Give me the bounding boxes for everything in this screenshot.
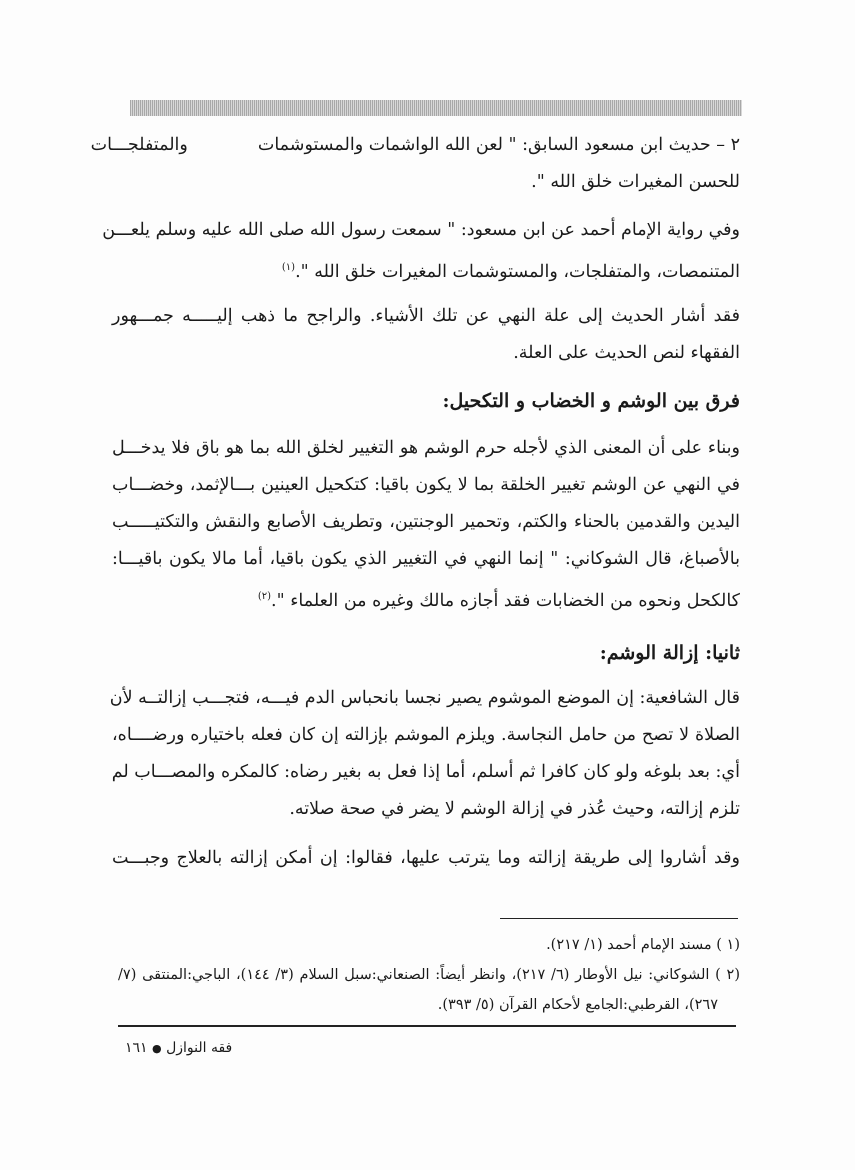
section-heading-2: ثانيا: إزالة الوشم:	[599, 642, 740, 664]
footer-rule	[118, 1025, 736, 1027]
footnote-2-line-1: (٢ ) الشوكاني: نيل الأوطار (٦/ ٢١٧)، وانظر أيضاً: الصنعاني:سبل السلام (٣/ ١٤٤)، الباجي:المنتقى (٧/	[118, 967, 740, 983]
section-heading-1: فرق بين الوشم و الخضاب و التكحيل:	[442, 390, 740, 412]
paragraph-4-line-5: كالكحل ونحوه من الخضابات فقد أجازه مالك وغيره من العلماء ".	[271, 590, 740, 611]
paragraph-4-line-3: اليدين والقدمين بالحناء والكتم، وتحمير الوجنتين، وتطريف الأصابع والنقش والتكتيـــــب	[112, 512, 740, 532]
book-title: فقه النوازل	[166, 1040, 233, 1056]
paragraph-3-line-2: الفقهاء لنص الحديث على العلة.	[513, 343, 740, 363]
paragraph-1-line-1-end: والمتفلجـــات	[90, 135, 188, 155]
footnote-ref-1[interactable]: (١)	[281, 262, 296, 273]
page-footer	[125, 1040, 232, 1056]
footnote-2-line-2: ٢٦٧)، القرطبي:الجامع لأحكام القرآن (٥/ ٣٩٣).	[437, 997, 718, 1013]
paragraph-5	[109, 680, 740, 828]
paragraph-5-line-1: قال الشافعية: إن الموضع الموشوم يصير نجسا بانحباس الدم فيـــه، فتجـــب إزالتــه لأن	[109, 688, 740, 708]
paragraph-2-line-2: المتنمصات، والمتفلجات، والمستوشمات المغيرات خلق الله ".	[295, 261, 740, 282]
bullet-icon: ●	[152, 1042, 162, 1055]
paragraph-1-line-2: للحسن المغيرات خلق الله ".	[531, 172, 740, 192]
footnote-ref-2[interactable]: (٢)	[257, 591, 272, 602]
paragraph-3	[112, 298, 740, 372]
paragraph-2-line-1: وفي رواية الإمام أحمد عن ابن مسعود: " سمعت رسول الله صلى الله عليه وسلم يلعـــن	[102, 220, 740, 240]
paragraph-5-line-3: أي: بعد بلوغه ولو كان كافرا ثم أسلم، أما إذا فعل به بغير رضاه: كالمكره والمصـــاب لم	[111, 762, 740, 782]
paragraph-4-line-4: بالأصباغ، قال الشوكاني: " إنما النهي في التغيير الذي يكون باقيا، أما مالا يكون باقيـــا:	[112, 549, 740, 569]
paragraph-2	[102, 212, 740, 291]
header-band	[130, 100, 742, 116]
paragraph-4-line-2: في النهي عن الوشم تغيير الخلقة بما لا يكون باقيا: كتكحيل العينين بـــالإثمد، وخضـــاب	[112, 475, 740, 495]
paragraph-5-line-2: الصلاة لا تصح من حامل النجاسة. ويلزم الموشم بإزالته إن كان فعله باختياره ورضــــاه،	[112, 725, 740, 745]
footnote-separator	[500, 918, 738, 919]
paragraph-4-line-1: وبناء على أن المعنى الذي لأجله حرم الوشم هو التغيير لخلق الله بما هو باق فلا يدخـــل	[112, 438, 740, 458]
footnotes	[118, 930, 740, 1020]
paragraph-5-line-4: تلزم إزالته، وحيث عُذر في إزالة الوشم لا يضر في صحة صلاته.	[289, 799, 740, 819]
footnote-1: (١ ) مسند الإمام أحمد (١/ ٢١٧).	[546, 937, 740, 953]
paragraph-3-line-1: فقد أشار الحديث إلى علة النهي عن تلك الأشياء. والراجح ما ذهب إليـــــه جمـــهور	[112, 306, 740, 326]
page-number: ١٦١	[125, 1040, 148, 1056]
paragraph-1	[90, 127, 740, 201]
paragraph-6-line-1: وقد أشاروا إلى طريقة إزالته وما يترتب عليها، فقالوا: إن أمكن إزالته بالعلاج وجبـــت	[112, 848, 740, 868]
paragraph-6	[112, 840, 740, 877]
paragraph-1-line-1: ٢ – حديث ابن مسعود السابق: " لعن الله الواشمات والمستوشمات	[257, 135, 740, 155]
paragraph-4	[112, 430, 740, 620]
